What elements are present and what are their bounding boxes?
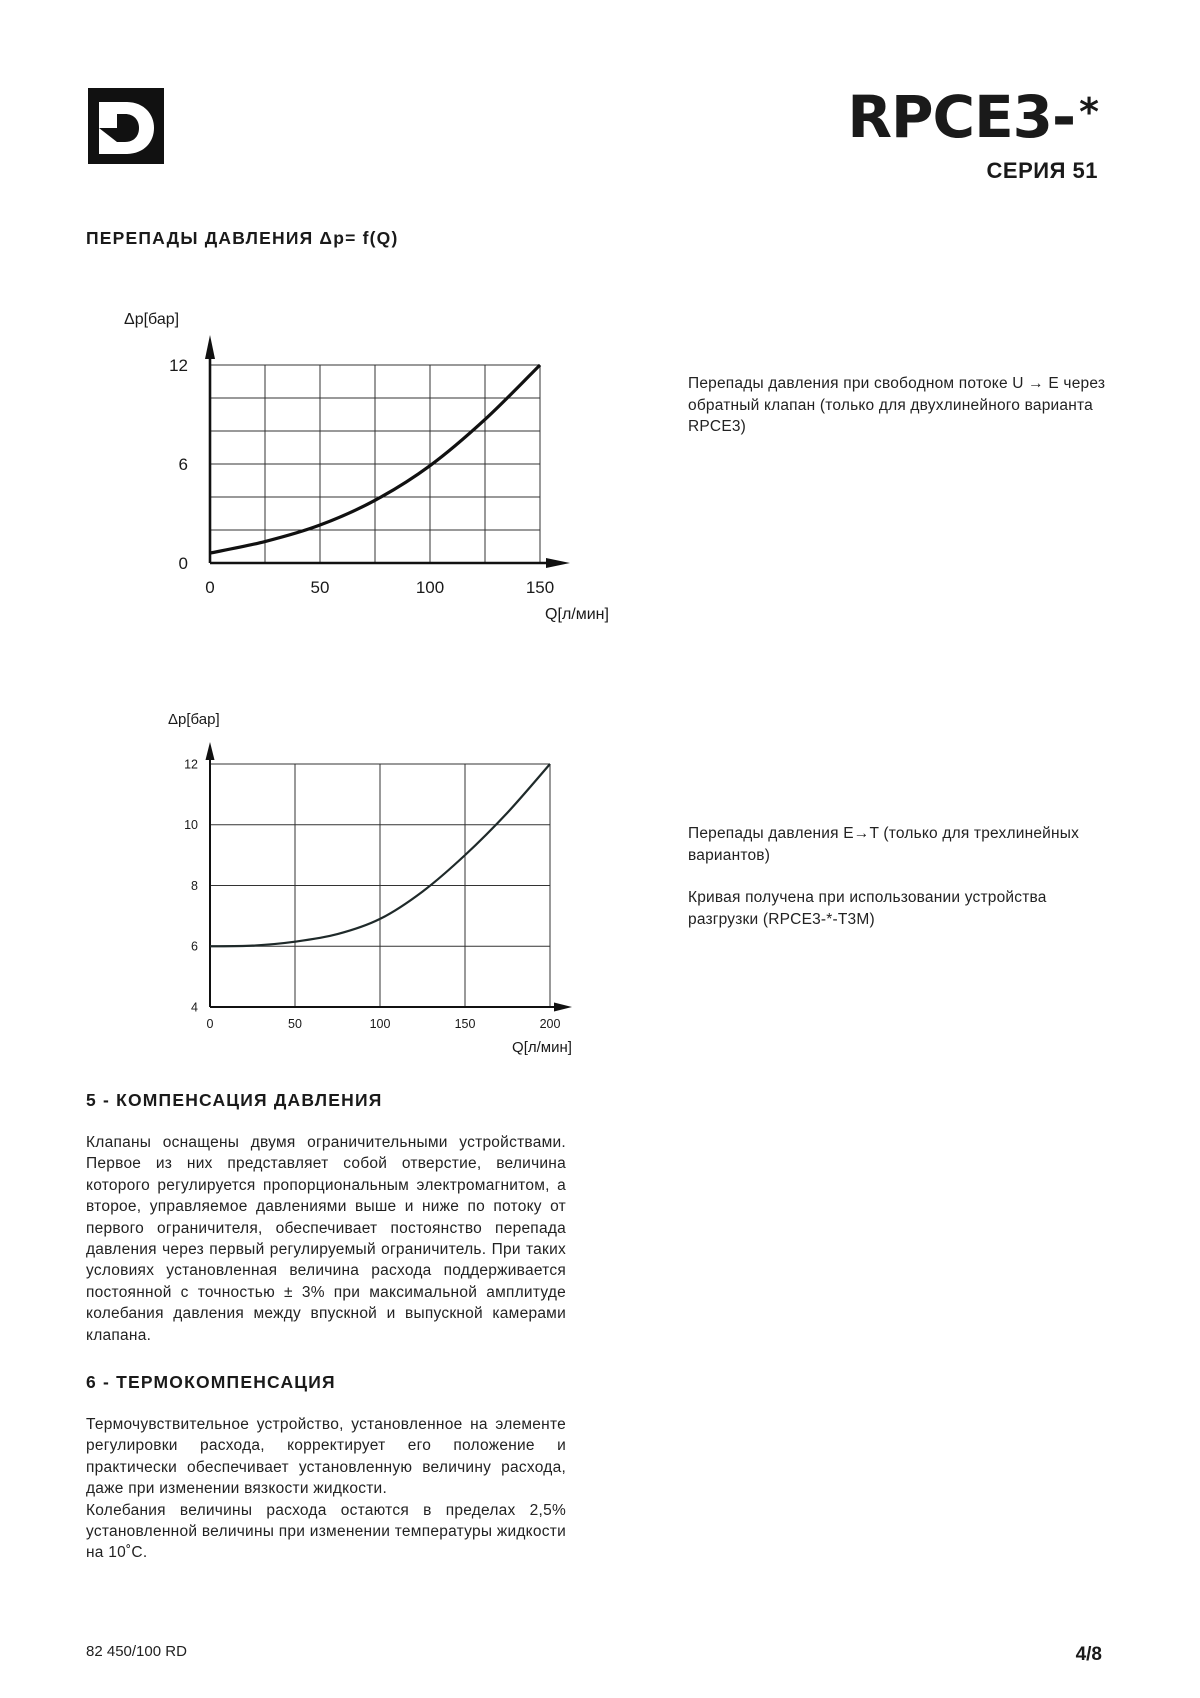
c1-x-tick-label: 0 xyxy=(205,578,215,597)
chart2-description: Перепады давления E→T (только для трехлинейных вариантов) xyxy=(688,825,1080,864)
c1-y-tick-label: 6 xyxy=(178,454,188,474)
d-logo-icon xyxy=(88,88,164,164)
section-pressure-drop-title: ПЕРЕПАДЫ ДАВЛЕНИЯ Δp= f(Q) xyxy=(86,228,399,248)
document-code: 82 450/100 RD xyxy=(86,1643,187,1660)
series-label: СЕРИЯ 51 xyxy=(986,158,1098,183)
c2-x-tick-label: 200 xyxy=(539,1017,561,1031)
c2-x-tick-label: 50 xyxy=(288,1017,302,1031)
c2-x-tick-label: 100 xyxy=(369,1017,391,1031)
chart2-note: Кривая получена при использовании устройства разгрузки (RPCE3-*-T3M) xyxy=(688,889,1047,928)
chart2-x-axis-label: Q[л/мин] xyxy=(512,1039,572,1056)
c1-x-tick-label: 100 xyxy=(415,578,445,597)
section6-paragraph-2: Колебания величины расхода остаются в пределах 2,5% установленной величины при изменении температуры жидкости на 10˚C. xyxy=(86,1501,566,1562)
section5-paragraph: Клапаны оснащены двумя ограничительными устройствами. Первое из них представляет собой отверстие, величина которого регулируется пропорциональным электромагнитом, а второе, управляемое давлениями выше и ниже по потоку от первого ограничителя, обеспечивает постоянство перепада давления через первый регулируемый ограничитель. При таких условиях установленная величина расхода поддерживается постоянной с точностью ± 3% при максимальной амплитуде колебания давления между впускной и выпускной камерами клапана. xyxy=(86,1134,566,1344)
c2-x-tick-label: 0 xyxy=(206,1017,214,1031)
c2-x-axis-arrow xyxy=(554,1003,572,1012)
c2-y-tick-label: 6 xyxy=(191,939,198,954)
chart-pressure-drop-free-flow xyxy=(110,305,610,625)
chart2-axes xyxy=(206,742,573,1012)
c1-y-axis-arrow xyxy=(205,335,215,359)
section6-text xyxy=(86,1414,566,1564)
chart1-axes xyxy=(205,335,570,568)
c2-y-tick-label: 10 xyxy=(184,818,198,833)
chart1-y-axis-label: Δp[бар] xyxy=(124,311,180,328)
section5-text xyxy=(86,1132,566,1346)
chart1-grid xyxy=(210,365,540,563)
c1-x-tick-label: 150 xyxy=(525,578,555,597)
chart2-y-axis-label: Δp[бар] xyxy=(168,711,220,728)
c2-y-tick-label: 4 xyxy=(191,1000,198,1015)
page-number: 4/8 xyxy=(1075,1644,1102,1665)
c1-x-tick-label: 50 xyxy=(310,578,330,597)
c1-y-tick-label: 12 xyxy=(169,355,188,375)
chart2-grid xyxy=(210,764,550,1007)
chart1-x-axis-label: Q[л/мин] xyxy=(545,606,609,623)
c2-y-axis-arrow xyxy=(206,742,215,760)
c2-y-tick-label: 12 xyxy=(184,757,198,772)
c1-x-axis-arrow xyxy=(546,558,570,568)
section5-title: 5 - КОМПЕНСАЦИЯ ДАВЛЕНИЯ xyxy=(86,1090,383,1110)
section6-paragraph-1: Термочувствительное устройство, установленное на элементе регулировки расхода, корректирует его положение и практически обеспечивает установленную величину расхода, даже при изменении вязкости жидкости. xyxy=(86,1416,566,1498)
c1-y-tick-label: 0 xyxy=(178,553,188,573)
c2-x-tick-label: 150 xyxy=(454,1017,476,1031)
chart-pressure-drop-e-t xyxy=(150,705,600,1060)
section6-title: 6 - ТЕРМОКОМПЕНСАЦИЯ xyxy=(86,1372,336,1392)
c2-y-tick-label: 8 xyxy=(191,878,198,893)
model-title: RPCE3- * xyxy=(847,83,1098,151)
chart1-description: Перепады давления при свободном потоке U → E через обратный клапан (только для двухлинейного варианта RPCE3) xyxy=(688,375,1106,435)
